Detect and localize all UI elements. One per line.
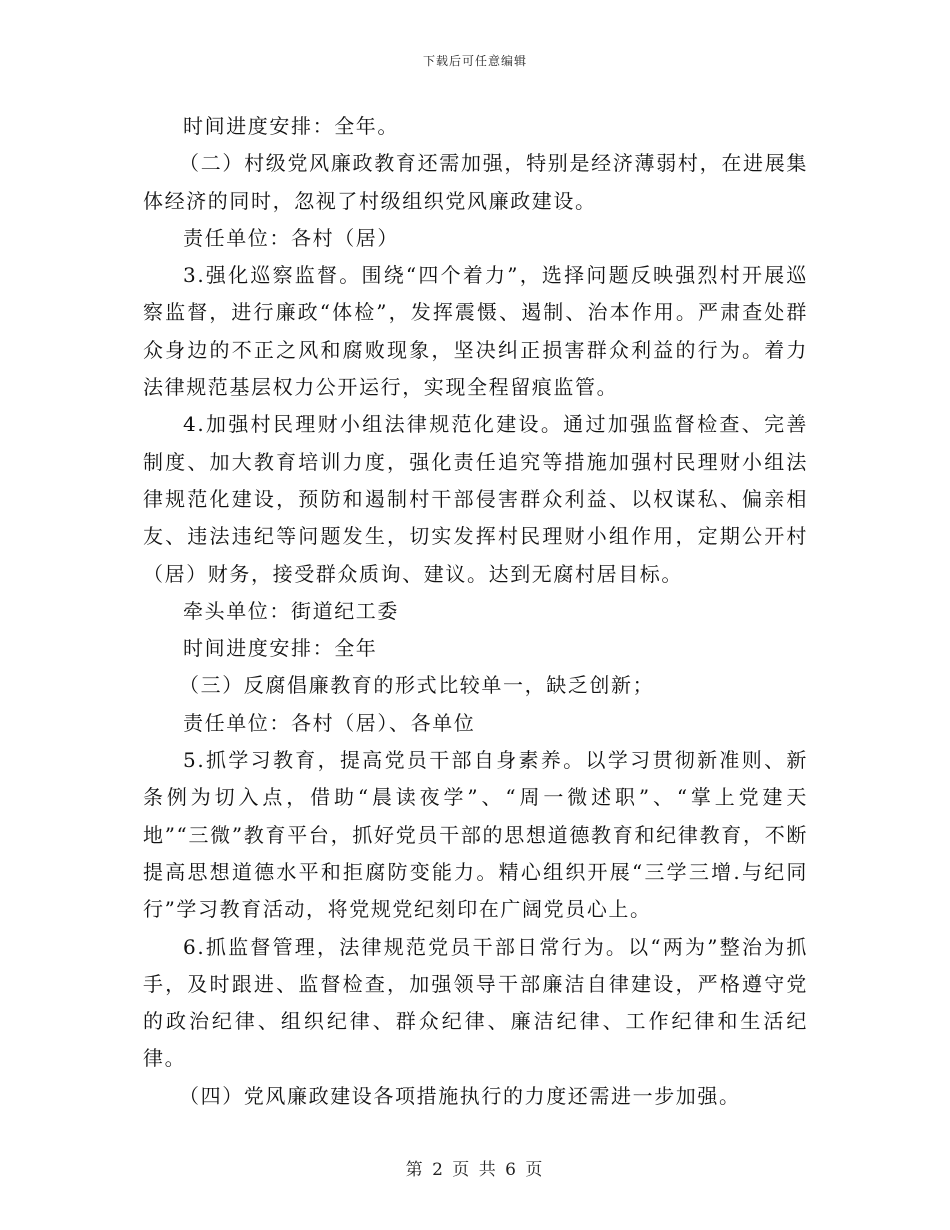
item-4-paragraph: 4.加强村民理财小组法律规范化建设。通过加强监督检查、完善制度、加大教育培训力度，强化责任追究等措施加强村民理财小组法律规范化建设，预防和遏制村干部侵害群众利益、以权谋私、偏亲相友、违法违纪等问题发生，切实发挥村民理财小组作用，定期公开村（居）财务，接受群众质询、建议。达到无腐村居目标。: [143, 412, 808, 586]
lead-unit-line: 牵头单位：街道纪工委: [183, 598, 399, 623]
page-number-footer: 第 2 页 共 6 页: [405, 1160, 545, 1180]
responsible-unit-line-2: 责任单位：各村（居）、各单位: [183, 710, 476, 735]
page-header: 下载后可任意编辑: [422, 54, 527, 68]
schedule-line-1: 时间进度安排：全年。: [183, 114, 399, 138]
document-body: [143, 108, 808, 1115]
item-6-paragraph: 6.抓监督管理，法律规范党员干部日常行为。以“两为”整治为抓手，及时跟进、监督检查，加强领导干部廉洁自律建设，严格遵守党的政治纪律、组织纪律、群众纪律、廉洁纪律、工作纪律和生活纪律。: [143, 934, 808, 1071]
responsible-unit-line-1: 责任单位：各村（居）: [183, 225, 399, 250]
section-four-heading: （四）党风廉政建设各项措施执行的力度还需进一步加强。: [179, 1083, 741, 1108]
section-two-heading: （二）村级党风廉政教育还需加强，特别是经济薄弱村，在进展集体经济的同时，忽视了村级组织党风廉政建设。: [143, 151, 808, 213]
schedule-line-2: 时间进度安排：全年: [183, 636, 378, 661]
item-3-paragraph: 3.强化巡察监督。围绕“四个着力”，选择问题反映强烈村开展巡察监督，进行廉政“体检”，发挥震慑、遏制、治本作用。严肃查处群众身边的不正之风和腐败现象，坚决纠正损害群众利益的行为。着力法律规范基层权力公开运行，实现全程留痕监管。: [143, 263, 808, 400]
item-5-paragraph: 5.抓学习教育，提高党员干部自身素养。以学习贯彻新准则、新条例为切入点，借助“晨读夜学”、“周一微述职”、“掌上党建天地”“三微”教育平台，抓好党员干部的思想道德教育和纪律教育，不断提高思想道德水平和拒腐防变能力。精心组织开展“三学三增.与纪同行”学习教育活动，将党规党纪刻印在广阔党员心上。: [143, 748, 808, 922]
section-three-heading: （三）反腐倡廉教育的形式比较单一，缺乏创新；: [179, 673, 655, 698]
